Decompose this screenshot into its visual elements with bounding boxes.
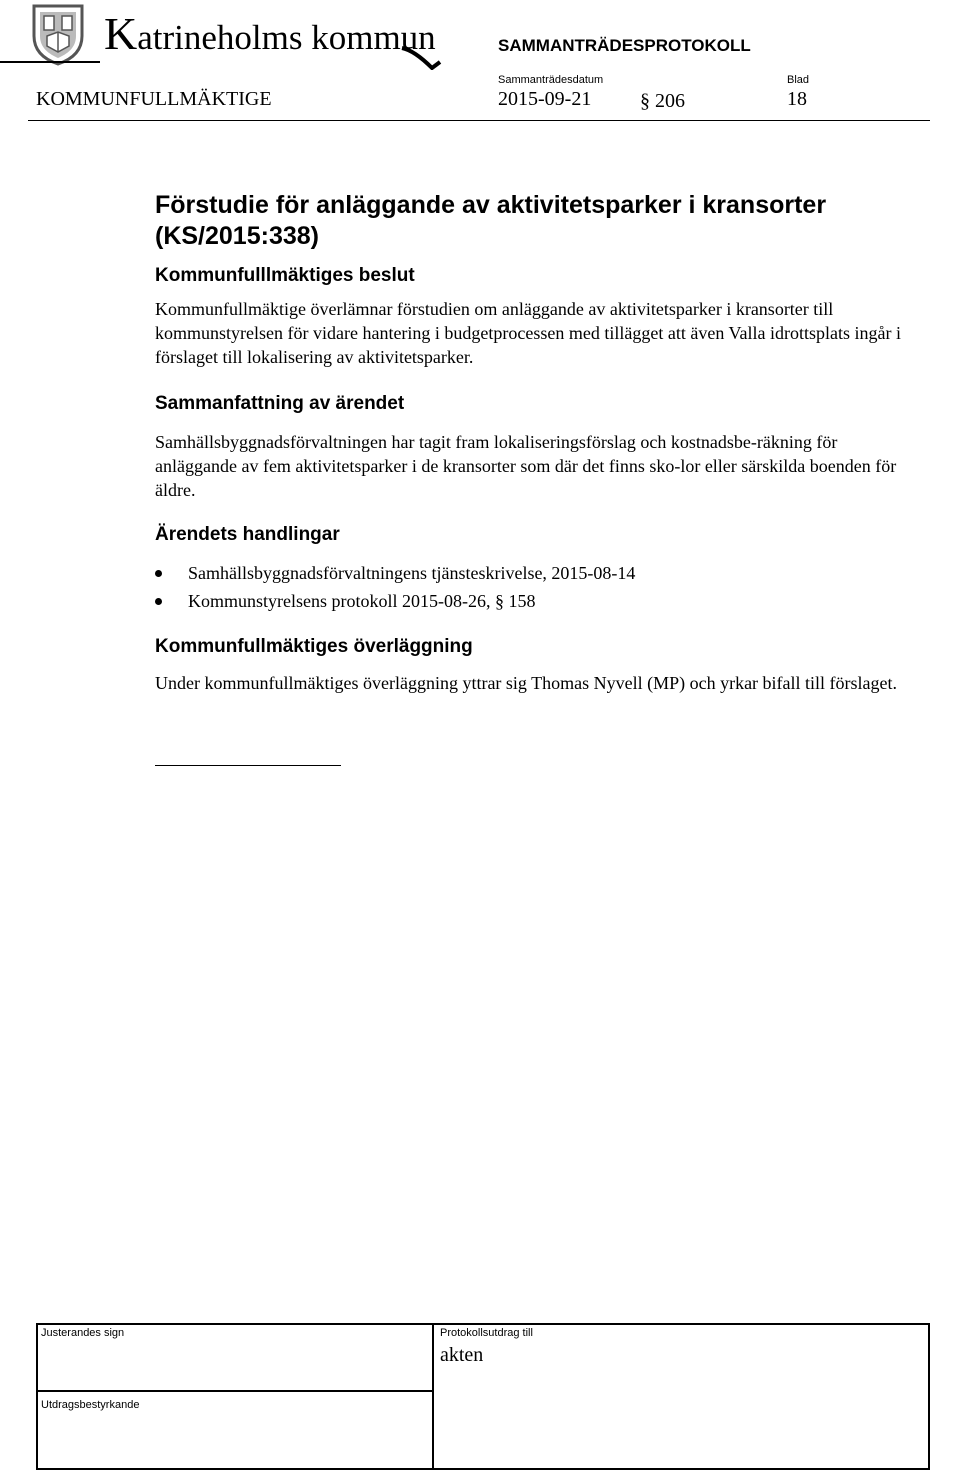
summary-text: Samhällsbyggnadsförvaltningen har tagit fram lokaliseringsförslag och kostnadsbe-räkning för anläggande av fem aktivitetsparker i de kransorter som där det finns sko-lor eller särskilda boenden för äldre.	[155, 432, 897, 500]
document-type: SAMMANTRÄDESPROTOKOLL	[498, 36, 751, 55]
deliberation-text: Under kommunfullmäktiges överläggning yttrar sig Thomas Nyvell (MP) och yrkar bifall till förslaget.	[155, 673, 898, 693]
page-number: 18	[787, 88, 807, 110]
governing-body: KOMMUNFULLMÄKTIGE	[36, 88, 272, 110]
header-divider	[28, 120, 930, 121]
signature-box-row-divider	[36, 1390, 434, 1392]
page-label: Blad	[787, 74, 810, 86]
page-title	[155, 190, 915, 252]
municipality-name-initial: K	[104, 8, 138, 59]
documents-list	[155, 561, 915, 613]
deliberation-heading: Kommunfullmäktiges överläggning	[155, 636, 473, 657]
list-item	[155, 589, 915, 613]
decision-text: Kommunfullmäktige överlämnar förstudien om anläggande av aktivitetsparker i kransorter till kommunstyrelsen för vidare hantering i budgetprocessen med tillägget att även Valla idrottsplats ingår i förslaget till lokalisering av aktivitetsparker.	[155, 299, 901, 367]
section-end-divider	[155, 765, 341, 766]
bullet-icon	[155, 598, 162, 605]
extract-request-label: Utdragsbestyrkande	[41, 1399, 140, 1411]
title-line-2: (KS/2015:338)	[155, 222, 319, 250]
document-item: Kommunstyrelsens protokoll 2015-08-26, § 158	[188, 591, 536, 611]
summary-heading: Sammanfattning av ärendet	[155, 393, 405, 414]
main-content	[155, 190, 915, 695]
protocol-extract-value: akten	[440, 1344, 484, 1366]
municipality-name-rest: atrineholms kommun	[137, 18, 436, 57]
meeting-date: 2015-09-21	[498, 88, 592, 110]
adjuster-sign-label: Justerandes sign	[41, 1327, 125, 1339]
paragraph-number: § 206	[640, 90, 685, 112]
signature-box-divider	[432, 1323, 434, 1470]
logo-swoosh-icon	[0, 40, 442, 70]
meeting-date-label: Sammanträdesdatum	[498, 74, 604, 86]
documents-heading: Ärendets handlingar	[155, 524, 340, 545]
list-item	[155, 561, 915, 585]
title-line-1: Förstudie för anläggande av aktivitetsparker i kransorter	[155, 191, 827, 219]
bullet-icon	[155, 570, 162, 577]
document-item: Samhällsbyggnadsförvaltningens tjänsteskrivelse, 2015-08-14	[188, 563, 636, 583]
decision-heading: Kommunfulllmäktiges beslut	[155, 265, 415, 286]
protocol-extract-label: Protokollsutdrag till	[440, 1327, 533, 1339]
